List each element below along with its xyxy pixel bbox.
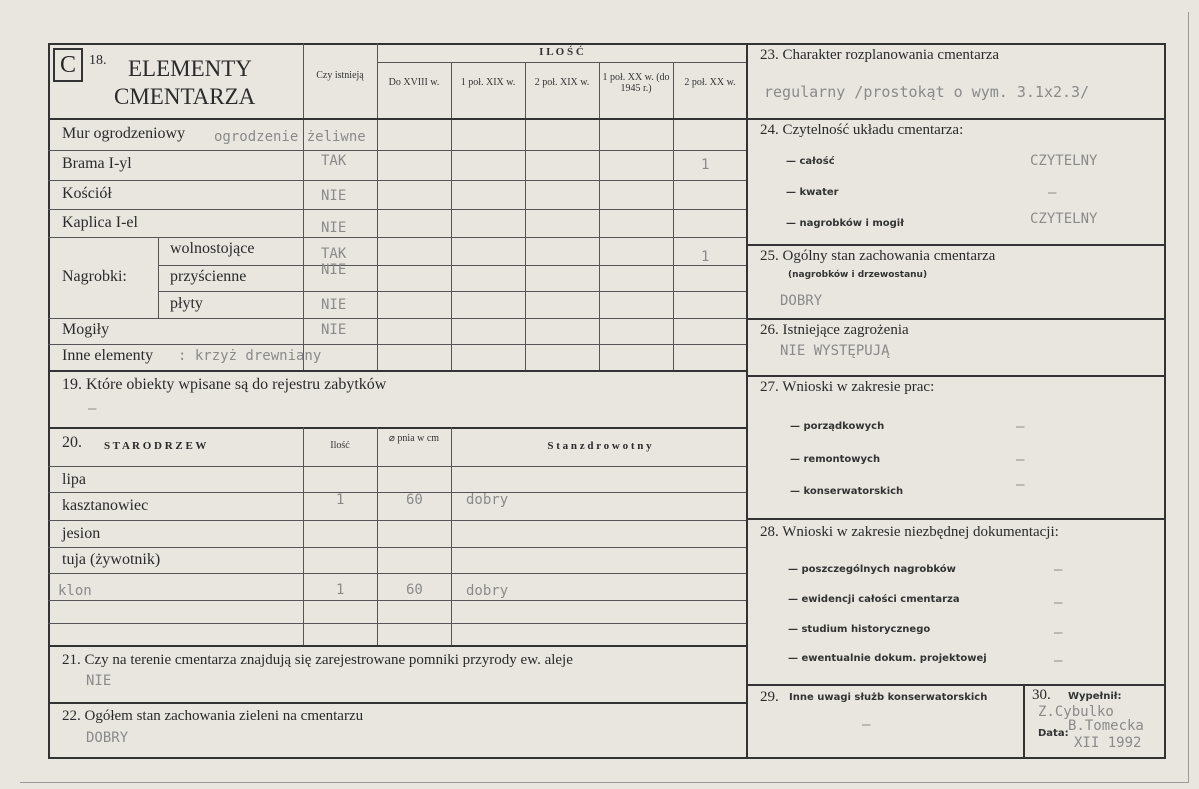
section-27-item-label: — porządkowych [790,421,885,432]
section-20-title: S T A R O D R Z E W [104,440,207,452]
section-30-date-label: Data: [1038,728,1069,739]
grid-line [48,547,746,548]
section-21-value: NIE [86,673,112,689]
row-label-mur: Mur ogrodzeniowy [62,125,186,142]
tree-name-typed: klon [58,583,92,599]
section-23-value: regularny /prostokąt o wym. 3.1x2.3/ [764,83,1090,101]
grid-line [48,209,746,210]
row-exists-przyscienne: NIE [321,262,347,278]
section-30-filled-label: Wypełnił: [1068,691,1122,702]
tree-state: dobry [466,583,509,599]
grid-line [48,180,746,181]
grid-line [48,466,746,467]
grid-line [48,318,746,319]
grid-line [48,237,746,238]
grid-line [525,62,526,370]
section-24-item-label: — całość [786,156,835,167]
grid-line [451,62,452,370]
row-exists-wolnostojace: TAK [321,246,347,262]
section-27-item-label: — konserwatorskich [790,486,904,497]
tree-size: 60 [406,582,423,598]
grid-line [746,684,1166,686]
section-24-item-label: — nagrobków i mogił [786,218,904,229]
grid-line [746,118,1166,120]
section-28-item-label: — poszczególnych nagrobków [788,564,956,575]
row-label-mogily: Mogiły [62,321,110,338]
row-label-brama: Brama I-yl [62,155,132,172]
section-29-value: — [862,717,871,733]
grid-line [451,427,452,645]
section-28-label: 28. Wnioski w zakresie niezbędnej dokumentacji: [760,524,1059,540]
col-tree-count-header: Ilość [330,440,350,451]
row-exists-kaplica: NIE [321,220,347,236]
row-label-plyty: płyty [170,295,203,312]
tree-size: 60 [406,492,423,508]
grid-line [48,344,746,345]
grid-line [746,244,1166,246]
section-25-label: 25. Ogólny stan zachowania cmentarza [760,248,996,264]
col-trunk-header: ⌀ pnia w cm [388,433,440,444]
row-count-brama: 1 [701,157,710,173]
section-30-filler-2: B.Tomecka [1068,718,1144,734]
col-exists-header: Czy istnieją [316,70,364,81]
grid-line [48,600,746,601]
grid-line [48,492,746,493]
row-exists-brama: TAK [321,153,347,169]
period-header: 1 poł. XIX w. [460,77,516,88]
grid-line [673,62,674,370]
tree-count: 1 [336,492,345,508]
grid-line [158,265,746,266]
section-28-item-value: — [1054,595,1063,611]
section-30-date: XII 1992 [1074,735,1142,751]
row-exists-mogily: NIE [321,322,347,338]
row-label-nagrobki: Nagrobki: [62,268,127,285]
section-24-label: 24. Czytelność układu cmentarza: [760,122,964,138]
period-header: 2 poł. XX w. [684,77,736,88]
section-29-number: 29. [760,689,779,705]
section-28-item-value: — [1054,653,1063,669]
period-header: Do XVIII w. [388,77,440,88]
section-27-label: 27. Wnioski w zakresie prac: [760,379,935,395]
tree-name: tuja (żywotnik) [62,551,161,568]
grid-line [303,43,304,370]
grid-line [48,623,746,624]
tree-count: 1 [336,582,345,598]
grid-line [48,520,746,521]
section-20-number: 20. [62,434,82,451]
grid-line [48,645,746,647]
grid-line [746,518,1166,520]
main-divider [746,43,748,759]
section-27-item-value: — [1016,477,1025,493]
section-25-value: DOBRY [780,293,823,309]
section-27-item-label: — remontowych [790,454,881,465]
col-health-header: S t a n z d r o w o t n y [547,440,652,452]
section-30-filler-1: Z.Cybulko [1038,704,1114,720]
grid-line [377,427,378,645]
row-label-kosciol: Kościół [62,185,112,202]
grid-line [48,427,746,429]
grid-line [48,702,746,704]
col-ilosc-header: I L O Ś Ć [539,46,584,58]
section-27-item-value: — [1016,452,1025,468]
section-19-value: — [88,401,97,417]
section-21-label: 21. Czy na terenie cmentarza znajdują się zarejestrowane pomniki przyrody ew. aleje [62,652,573,668]
grid-line [48,118,746,120]
section-22-value: DOBRY [86,730,129,746]
grid-line [303,427,304,645]
period-header: 1 poł. XX w. (do 1945 r.) [602,72,670,94]
grid-line [377,43,378,370]
section-25-sublabel: (nagrobków i drzewostanu) [788,270,928,280]
section-18-number: 18. [89,53,107,68]
row-count-wolnostojace: 1 [701,249,710,265]
grid-line [158,237,159,318]
grid-line [377,62,746,63]
grid-line [48,573,746,574]
section-28-item-value: — [1054,562,1063,578]
section-27-item-value: — [1016,419,1025,435]
row-value-mur: ogrodzenie żeliwne [214,129,366,145]
section-30-number: 30. [1032,687,1051,703]
section-19-label: 19. Które obiekty wpisane są do rejestru zabytków [62,376,387,393]
section-28-item-value: — [1054,625,1063,641]
period-header: 2 poł. XIX w. [534,77,590,88]
grid-line [1023,684,1025,759]
section-24-item-label: — kwater [786,187,839,198]
grid-line [746,318,1166,320]
row-label-przyscienne: przyścienne [170,268,247,285]
section-23-label: 23. Charakter rozplanowania cmentarza [760,47,1000,63]
section-26-value: NIE WYSTĘPUJĄ [780,343,890,359]
section-28-item-label: — ewidencji całości cmentarza [788,594,960,605]
tree-state: dobry [466,492,509,508]
grid-line [48,370,746,372]
grid-line [746,375,1166,377]
section-28-item-label: — studium historycznego [788,624,931,635]
section-28-item-label: — ewentualnie dokum. projektowej [788,653,987,664]
section-24-item-value: CZYTELNY [1030,153,1098,169]
section-29-label: Inne uwagi służb konserwatorskich [789,692,988,703]
row-label-kaplica: Kaplica I-el [62,214,138,231]
section-24-item-value: CZYTELNY [1030,211,1098,227]
row-label-inne: Inne elementy [62,347,154,364]
section-24-item-value: — [1048,185,1057,201]
row-label-wolnostojace: wolnostojące [170,240,255,257]
grid-line [48,150,746,151]
row-exists-plyty: NIE [321,297,347,313]
section-18-title-line2: CMENTARZA [114,84,256,109]
section-18-title-line1: ELEMENTY [128,56,252,81]
section-letter-box: C [53,48,83,82]
tree-name: lipa [62,471,86,488]
row-value-inne: : krzyż drewniany [178,348,322,364]
tree-name: jesion [62,525,101,542]
tree-name: kasztanowiec [62,497,149,514]
grid-line [599,62,600,370]
section-22-label: 22. Ogółem stan zachowania zieleni na cmentarzu [62,708,364,724]
grid-line [158,291,746,292]
section-26-label: 26. Istniejące zagrożenia [760,322,909,338]
row-exists-kosciol: NIE [321,188,347,204]
